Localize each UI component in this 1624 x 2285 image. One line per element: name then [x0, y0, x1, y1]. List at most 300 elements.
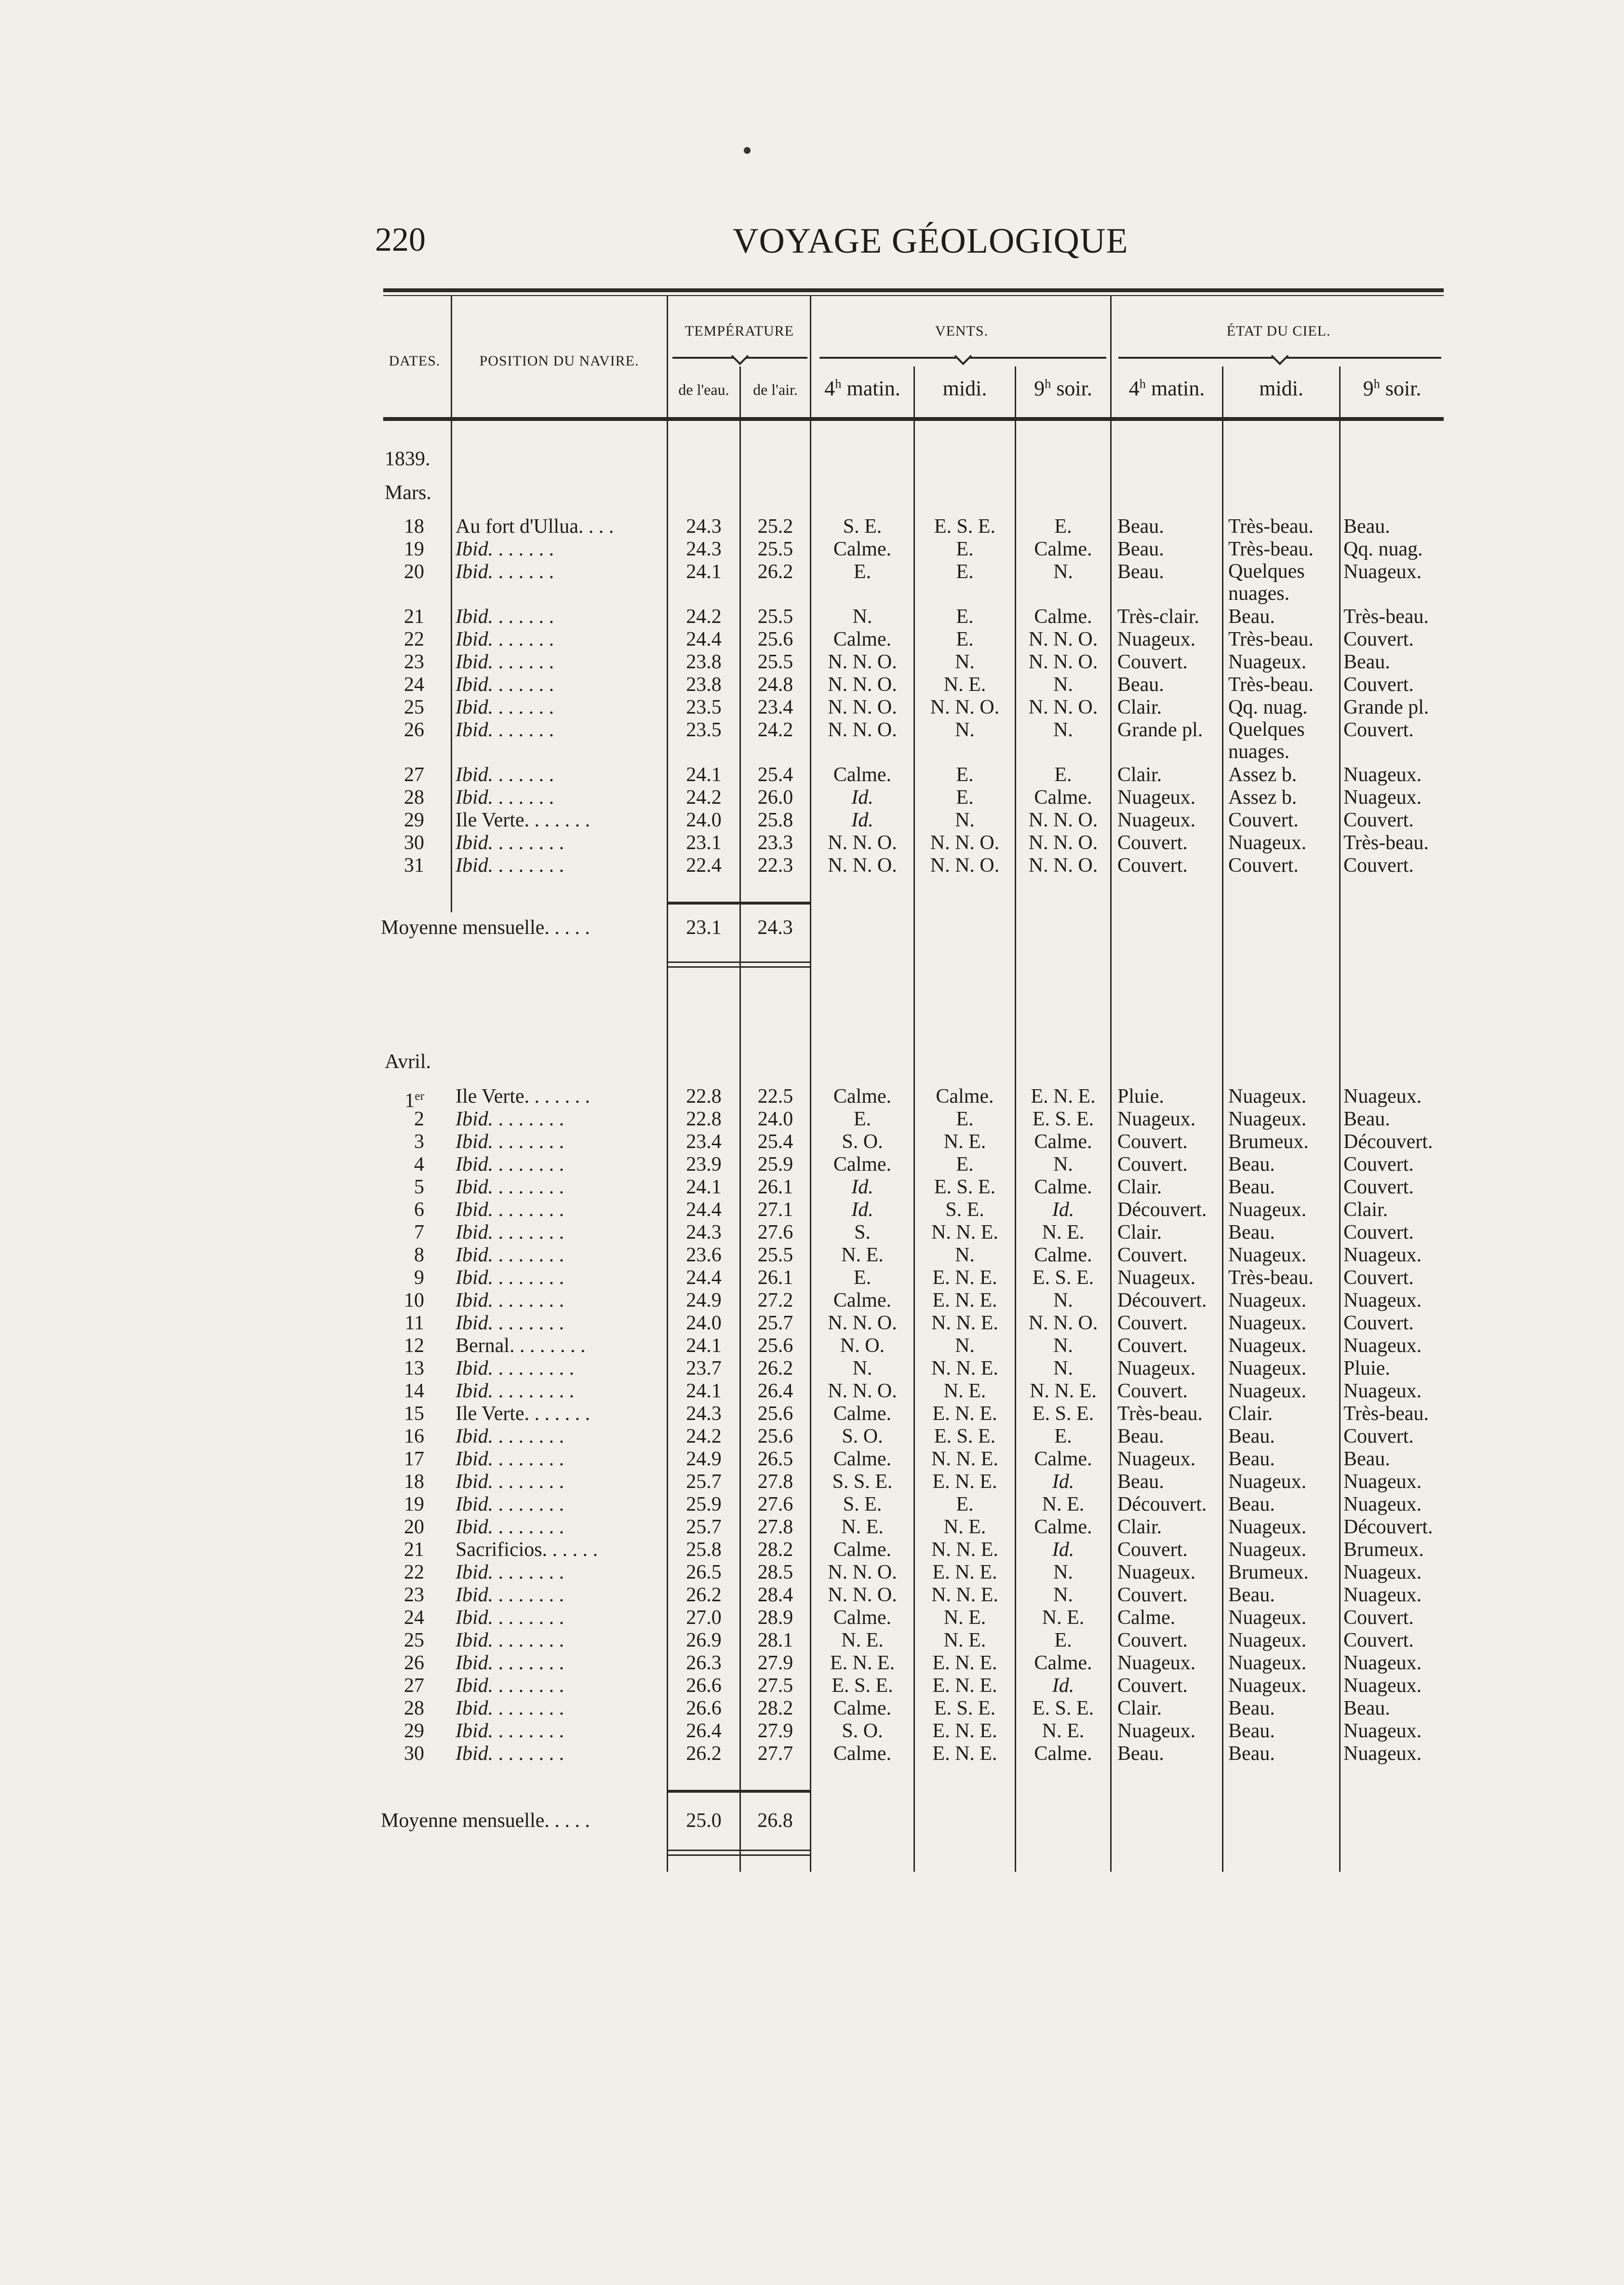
avril-row-11-t2: 25.6 [757, 1335, 793, 1357]
avril-row-28-p: Ibid. . . . . . . . [456, 1720, 564, 1742]
avril-row-7-c2: Nuageux. [1228, 1244, 1307, 1266]
mars-row-13-v2: N. N. O. [930, 854, 1000, 877]
mars-row-0-d: 18 [404, 515, 424, 538]
avril-row-17-c1: Beau. [1117, 1471, 1164, 1493]
col-line-dates [451, 295, 452, 912]
avril-row-9-c1: Découvert. [1117, 1289, 1207, 1312]
avril-row-8-t2: 26.1 [757, 1267, 793, 1289]
avril-row-21-c3: Nuageux. [1343, 1561, 1422, 1583]
avril-mean-label: Moyenne mensuelle. . . . . [381, 1810, 590, 1832]
mars-row-8-c1: Grande pl. [1117, 719, 1203, 741]
avril-row-23-c2: Nuageux. [1228, 1607, 1307, 1629]
mars-row-0-p: Au fort d'Ullua. . . . [456, 515, 614, 538]
avril-row-23-v3: N. E. [1042, 1607, 1085, 1629]
avril-row-16-t2: 26.5 [757, 1448, 793, 1470]
mars-row-4-d: 22 [404, 628, 424, 650]
mars-row-3-v3: Calme. [1034, 606, 1092, 628]
avril-row-1-c3: Beau. [1343, 1108, 1390, 1130]
mars-row-13-c3: Couvert. [1343, 854, 1414, 877]
avril-row-22-c2: Beau. [1228, 1584, 1275, 1606]
avril-row-18-c3: Nuageux. [1343, 1493, 1422, 1515]
avril-row-4-c1: Clair. [1117, 1176, 1162, 1198]
avril-row-0-c1: Pluie. [1117, 1085, 1164, 1108]
avril-row-7-v3: Calme. [1034, 1244, 1092, 1266]
avril-row-14-p: Ile Verte. . . . . . . [456, 1403, 591, 1425]
month-mars: Mars. [385, 482, 431, 504]
mars-row-7-t1: 23.5 [686, 696, 722, 718]
mars-row-3-t2: 25.5 [757, 606, 793, 628]
avril-row-3-v3: N. [1053, 1153, 1073, 1176]
avril-row-0-v3: E. N. E. [1031, 1085, 1096, 1108]
avril-row-10-t2: 25.7 [757, 1312, 793, 1334]
avril-row-11-c1: Couvert. [1117, 1335, 1188, 1357]
avril-row-20-t1: 25.8 [686, 1539, 722, 1561]
avril-mean-water: 25.0 [686, 1810, 722, 1832]
mars-row-13-t1: 22.4 [686, 854, 722, 877]
mars-row-2-t1: 24.1 [686, 561, 722, 583]
avril-row-9-t1: 24.9 [686, 1289, 722, 1312]
avril-row-7-p: Ibid. . . . . . . . [456, 1244, 564, 1266]
mars-row-8-t2: 24.2 [757, 719, 793, 741]
avril-row-5-v1: Id. [851, 1199, 873, 1221]
mars-row-4-c3: Couvert. [1343, 628, 1414, 650]
avril-row-28-c1: Nuageux. [1117, 1720, 1196, 1742]
avril-row-12-c2: Nuageux. [1228, 1357, 1307, 1379]
avril-row-26-t2: 27.5 [757, 1675, 793, 1697]
avril-row-26-v2: E. N. E. [932, 1675, 997, 1697]
mars-row-10-d: 28 [404, 786, 424, 809]
mars-row-8-p: Ibid. . . . . . . [456, 719, 554, 741]
mars-row-8-v1: N. N. O. [828, 719, 897, 741]
avril-row-28-t1: 26.4 [686, 1720, 722, 1742]
header-position: POSITION DU NAVIRE. [479, 353, 639, 369]
avril-row-29-v3: Calme. [1034, 1743, 1092, 1765]
avril-row-20-v3: Id. [1052, 1539, 1074, 1561]
avril-row-17-v1: S. S. E. [832, 1471, 893, 1493]
avril-row-27-t1: 26.6 [686, 1697, 722, 1719]
avril-row-26-v1: E. S. E. [832, 1675, 893, 1697]
mars-row-2-c2: Quelques nuages. [1228, 560, 1305, 605]
mars-row-10-c1: Nuageux. [1117, 786, 1196, 809]
avril-row-16-v1: Calme. [833, 1448, 892, 1470]
mars-row-2-c1: Beau. [1117, 561, 1164, 583]
mars-row-8-c2: Quelques nuages. [1228, 718, 1305, 763]
mars-row-6-t1: 23.8 [686, 674, 722, 696]
avril-row-22-t1: 26.2 [686, 1584, 722, 1606]
avril-row-10-c3: Couvert. [1343, 1312, 1414, 1334]
mars-row-11-t1: 24.0 [686, 809, 722, 831]
avril-row-22-v2: N. N. E. [931, 1584, 998, 1606]
avril-row-0-c2: Nuageux. [1228, 1085, 1307, 1108]
mars-row-11-t2: 25.8 [757, 809, 793, 831]
avril-row-17-d: 18 [404, 1471, 424, 1493]
avril-row-1-c1: Nuageux. [1117, 1108, 1196, 1130]
avril-row-2-c1: Couvert. [1117, 1131, 1188, 1153]
avril-row-5-v3: Id. [1052, 1199, 1074, 1221]
avril-row-2-v2: N. E. [943, 1131, 986, 1153]
avril-row-21-v1: N. N. O. [828, 1561, 897, 1583]
avril-row-1-t1: 22.8 [686, 1108, 722, 1130]
mars-row-10-c2: Assez b. [1228, 786, 1297, 809]
avril-row-9-c2: Nuageux. [1228, 1289, 1307, 1312]
avril-row-29-v2: E. N. E. [932, 1743, 997, 1765]
mars-row-12-d: 30 [404, 832, 424, 854]
avril-row-17-v3: Id. [1052, 1471, 1074, 1493]
mars-row-0-v2: E. S. E. [934, 515, 996, 538]
col-line-ciel1 [1222, 366, 1223, 1872]
avril-row-25-v2: E. N. E. [932, 1652, 997, 1674]
avril-row-5-c2: Nuageux. [1228, 1199, 1307, 1221]
avril-row-22-p: Ibid. . . . . . . . [456, 1584, 564, 1606]
avril-row-18-c2: Beau. [1228, 1493, 1275, 1515]
avril-row-6-d: 7 [414, 1221, 424, 1244]
avril-row-4-c2: Beau. [1228, 1176, 1275, 1198]
avril-row-9-v2: E. N. E. [932, 1289, 997, 1312]
avril-row-12-t1: 23.7 [686, 1357, 722, 1379]
avril-row-25-d: 26 [404, 1652, 424, 1674]
avril-row-17-t1: 25.7 [686, 1471, 722, 1493]
mars-row-7-v3: N. N. O. [1028, 696, 1098, 718]
avril-row-21-v2: E. N. E. [932, 1561, 997, 1583]
avril-row-16-c2: Beau. [1228, 1448, 1275, 1470]
avril-row-17-t2: 27.8 [757, 1471, 793, 1493]
mars-row-4-t1: 24.4 [686, 628, 722, 650]
mars-row-7-d: 25 [404, 696, 424, 718]
mars-row-1-c1: Beau. [1117, 538, 1164, 560]
avril-row-21-c2: Brumeux. [1228, 1561, 1309, 1583]
avril-row-13-c1: Couvert. [1117, 1380, 1188, 1402]
year-label: 1839. [385, 448, 430, 470]
avril-row-19-v3: Calme. [1034, 1516, 1092, 1538]
avril-row-25-t1: 26.3 [686, 1652, 722, 1674]
avril-row-13-v3: N. N. E. [1030, 1380, 1097, 1402]
avril-row-29-v1: Calme. [833, 1743, 892, 1765]
mars-row-3-v1: N. [852, 606, 872, 628]
avril-row-10-p: Ibid. . . . . . . . [456, 1312, 564, 1334]
avril-row-8-t1: 24.4 [686, 1267, 722, 1289]
mars-row-4-c1: Nuageux. [1117, 628, 1196, 650]
mars-row-3-t1: 24.2 [686, 606, 722, 628]
mars-row-8-v3: N. [1053, 719, 1073, 741]
avril-row-0-t2: 22.5 [757, 1085, 793, 1108]
avril-mean-air: 26.8 [757, 1810, 793, 1832]
mars-row-13-p: Ibid. . . . . . . . [456, 854, 564, 877]
avril-row-27-v1: Calme. [833, 1697, 892, 1719]
avril-row-2-v3: Calme. [1034, 1131, 1092, 1153]
avril-row-2-p: Ibid. . . . . . . . [456, 1131, 564, 1153]
avril-row-3-c3: Couvert. [1343, 1153, 1414, 1176]
mars-row-1-t2: 25.5 [757, 538, 793, 560]
mars-row-9-v1: Calme. [833, 764, 892, 786]
mars-row-5-v3: N. N. O. [1028, 651, 1098, 673]
mars-row-13-c2: Couvert. [1228, 854, 1299, 877]
avril-row-18-d: 19 [404, 1493, 424, 1515]
avril-row-4-d: 5 [414, 1176, 424, 1198]
avril-row-0-c3: Nuageux. [1343, 1085, 1422, 1108]
avril-row-6-c3: Couvert. [1343, 1221, 1414, 1244]
mars-row-12-v2: N. N. O. [930, 832, 1000, 854]
mars-row-12-c3: Très-beau. [1343, 832, 1429, 854]
avril-row-24-v3: E. [1054, 1629, 1072, 1651]
avril-row-26-c2: Nuageux. [1228, 1675, 1307, 1697]
mars-row-1-t1: 24.3 [686, 538, 722, 560]
vents-brace [819, 357, 1106, 378]
mars-row-6-t2: 24.8 [757, 674, 793, 696]
mars-row-5-p: Ibid. . . . . . . [456, 651, 554, 673]
avril-row-18-v1: S. E. [843, 1493, 882, 1515]
avril-row-27-v2: E. S. E. [934, 1697, 996, 1719]
avril-row-1-p: Ibid. . . . . . . . [456, 1108, 564, 1130]
avril-row-27-c1: Clair. [1117, 1697, 1162, 1719]
avril-row-4-t1: 24.1 [686, 1176, 722, 1198]
header-ciel-midi: midi. [1259, 377, 1303, 400]
avril-row-20-c1: Couvert. [1117, 1539, 1188, 1561]
avril-row-20-v1: Calme. [833, 1539, 892, 1561]
mars-row-11-v3: N. N. O. [1028, 809, 1098, 831]
top-rule-thin [383, 295, 1444, 296]
avril-row-3-c1: Couvert. [1117, 1153, 1188, 1176]
avril-row-9-c3: Nuageux. [1343, 1289, 1422, 1312]
mars-row-0-c2: Très-beau. [1228, 515, 1314, 538]
mars-row-7-v1: N. N. O. [828, 696, 897, 718]
avril-row-18-t1: 25.9 [686, 1493, 722, 1515]
avril-row-17-c3: Nuageux. [1343, 1471, 1422, 1493]
header-vent-midi: midi. [942, 377, 987, 400]
avril-row-14-v1: Calme. [833, 1403, 892, 1425]
avril-row-26-d: 27 [404, 1675, 424, 1697]
avril-row-2-d: 3 [414, 1131, 424, 1153]
avril-row-28-d: 29 [404, 1720, 424, 1742]
header-temp-air: de l'air. [753, 381, 798, 398]
avril-row-21-v3: N. [1053, 1561, 1073, 1583]
mars-row-10-t1: 24.2 [686, 786, 722, 809]
avril-row-13-c2: Nuageux. [1228, 1380, 1307, 1402]
avril-row-4-c3: Couvert. [1343, 1176, 1414, 1198]
avril-row-17-c2: Nuageux. [1228, 1471, 1307, 1493]
avril-row-27-v3: E. S. E. [1032, 1697, 1094, 1719]
avril-row-16-p: Ibid. . . . . . . . [456, 1448, 564, 1470]
avril-row-4-v3: Calme. [1034, 1176, 1092, 1198]
mars-row-13-c1: Couvert. [1117, 854, 1188, 877]
mars-row-9-v2: E. [956, 764, 974, 786]
mars-row-6-c2: Très-beau. [1228, 674, 1314, 696]
avril-row-9-d: 10 [404, 1289, 424, 1312]
mars-row-6-d: 24 [404, 674, 424, 696]
mars-row-6-p: Ibid. . . . . . . [456, 674, 554, 696]
avril-row-14-c2: Clair. [1228, 1403, 1273, 1425]
avril-row-5-c1: Découvert. [1117, 1199, 1207, 1221]
mars-row-6-v3: N. [1053, 674, 1073, 696]
mars-row-6-v2: N. E. [943, 674, 986, 696]
header-vents: VENTS. [935, 323, 989, 339]
col-line-ciel2 [1339, 366, 1341, 1872]
avril-row-13-t1: 24.1 [686, 1380, 722, 1402]
avril-row-13-v1: N. N. O. [828, 1380, 897, 1402]
avril-row-9-t2: 27.2 [757, 1289, 793, 1312]
mars-row-6-v1: N. N. O. [828, 674, 897, 696]
avril-row-14-t1: 24.3 [686, 1403, 722, 1425]
avril-row-28-v2: E. N. E. [932, 1720, 997, 1742]
avril-row-8-c1: Nuageux. [1117, 1267, 1196, 1289]
avril-row-19-t1: 25.7 [686, 1516, 722, 1538]
avril-row-24-d: 25 [404, 1629, 424, 1651]
avril-row-25-p: Ibid. . . . . . . . [456, 1652, 564, 1674]
avril-row-26-c1: Couvert. [1117, 1675, 1188, 1697]
avril-row-19-v2: N. E. [943, 1516, 986, 1538]
mars-row-9-c1: Clair. [1117, 764, 1162, 786]
top-rule [383, 288, 1444, 292]
avril-row-27-t2: 28.2 [757, 1697, 793, 1719]
avril-row-6-t2: 27.6 [757, 1221, 793, 1244]
avril-row-3-v2: E. [956, 1153, 974, 1176]
avril-row-15-t2: 25.6 [757, 1425, 793, 1447]
avril-row-18-t2: 27.6 [757, 1493, 793, 1515]
avril-row-14-c1: Très-beau. [1117, 1403, 1203, 1425]
mars-row-5-v2: N. [955, 651, 975, 673]
avril-mean-rule-top [668, 1790, 810, 1793]
avril-row-20-d: 21 [404, 1539, 424, 1561]
avril-row-17-v2: E. N. E. [932, 1471, 997, 1493]
avril-row-12-c3: Pluie. [1343, 1357, 1390, 1379]
avril-row-23-t2: 28.9 [757, 1607, 793, 1629]
avril-row-13-v2: N. E. [943, 1380, 986, 1402]
mars-row-5-c3: Beau. [1343, 651, 1390, 673]
mars-row-11-c2: Couvert. [1228, 809, 1299, 831]
avril-row-24-v2: N. E. [943, 1629, 986, 1651]
avril-row-0-v1: Calme. [833, 1085, 892, 1108]
avril-row-10-v2: N. N. E. [931, 1312, 998, 1334]
avril-row-26-c3: Nuageux. [1343, 1675, 1422, 1697]
avril-row-24-t2: 28.1 [757, 1629, 793, 1651]
mars-row-10-v2: E. [956, 786, 974, 809]
avril-row-24-t1: 26.9 [686, 1629, 722, 1651]
avril-row-12-v3: N. [1053, 1357, 1073, 1379]
avril-row-25-c2: Nuageux. [1228, 1652, 1307, 1674]
avril-row-7-v1: N. E. [841, 1244, 884, 1266]
mars-row-0-t2: 25.2 [757, 515, 793, 538]
mars-row-9-t2: 25.4 [757, 764, 793, 786]
avril-row-1-c2: Nuageux. [1228, 1108, 1307, 1130]
avril-row-26-t1: 26.6 [686, 1675, 722, 1697]
mars-row-7-p: Ibid. . . . . . . [456, 696, 554, 718]
mars-row-11-c1: Nuageux. [1117, 809, 1196, 831]
avril-row-25-v3: Calme. [1034, 1652, 1092, 1674]
avril-row-10-t1: 24.0 [686, 1312, 722, 1334]
avril-row-21-t1: 26.5 [686, 1561, 722, 1583]
avril-row-1-t2: 24.0 [757, 1108, 793, 1130]
avril-row-9-p: Ibid. . . . . . . . [456, 1289, 564, 1312]
mars-row-3-c2: Beau. [1228, 606, 1275, 628]
mars-row-7-v2: N. N. O. [930, 696, 1000, 718]
mars-row-8-v2: N. [955, 719, 975, 741]
mars-row-0-c1: Beau. [1117, 515, 1164, 538]
avril-row-20-v2: N. N. E. [931, 1539, 998, 1561]
avril-row-3-d: 4 [414, 1153, 424, 1176]
avril-row-29-d: 30 [404, 1743, 424, 1765]
mars-row-12-v3: N. N. O. [1028, 832, 1098, 854]
avril-row-12-v1: N. [852, 1357, 872, 1379]
avril-row-15-c2: Beau. [1228, 1425, 1275, 1447]
mars-row-13-v3: N. N. O. [1028, 854, 1098, 877]
avril-row-24-c2: Nuageux. [1228, 1629, 1307, 1651]
avril-row-11-c3: Nuageux. [1343, 1335, 1422, 1357]
avril-row-1-v3: E. S. E. [1032, 1108, 1094, 1130]
mars-row-5-t1: 23.8 [686, 651, 722, 673]
avril-row-25-v1: E. N. E. [830, 1652, 895, 1674]
avril-row-4-t2: 26.1 [757, 1176, 793, 1198]
avril-row-3-c2: Beau. [1228, 1153, 1275, 1176]
avril-row-12-t2: 26.2 [757, 1357, 793, 1379]
avril-row-14-v3: E. S. E. [1032, 1403, 1094, 1425]
avril-row-14-t2: 25.6 [757, 1403, 793, 1425]
mars-row-7-c1: Clair. [1117, 696, 1162, 718]
mars-mean-water: 23.1 [686, 917, 722, 939]
avril-row-11-t1: 24.1 [686, 1335, 722, 1357]
mars-row-1-v2: E. [956, 538, 974, 560]
avril-row-19-c1: Clair. [1117, 1516, 1162, 1538]
header-temperature: TEMPÉRATURE [684, 323, 794, 339]
mars-mean-rule-top [668, 902, 810, 905]
mars-row-0-v1: S. E. [843, 515, 882, 538]
avril-row-9-v3: N. [1053, 1289, 1073, 1312]
mars-row-9-v3: E. [1054, 764, 1072, 786]
mars-row-1-v1: Calme. [833, 538, 892, 560]
avril-row-5-d: 6 [414, 1199, 424, 1221]
avril-row-28-c2: Beau. [1228, 1720, 1275, 1742]
avril-row-15-d: 16 [404, 1425, 424, 1447]
avril-row-21-p: Ibid. . . . . . . . [456, 1561, 564, 1583]
avril-row-20-c3: Brumeux. [1343, 1539, 1424, 1561]
avril-row-28-v3: N. E. [1042, 1720, 1085, 1742]
mars-row-0-v3: E. [1054, 515, 1072, 538]
avril-row-29-t2: 27.7 [757, 1743, 793, 1765]
mars-row-5-t2: 25.5 [757, 651, 793, 673]
avril-row-25-t2: 27.9 [757, 1652, 793, 1674]
avril-row-8-p: Ibid. . . . . . . . [456, 1267, 564, 1289]
mars-row-12-c1: Couvert. [1117, 832, 1188, 854]
avril-row-26-v3: Id. [1052, 1675, 1074, 1697]
avril-row-15-t1: 24.2 [686, 1425, 722, 1447]
avril-row-8-c2: Très-beau. [1228, 1267, 1314, 1289]
avril-row-29-c1: Beau. [1117, 1743, 1164, 1765]
header-etat-ciel: ÉTAT DU CIEL. [1226, 323, 1331, 339]
header-ciel-9h: 9$^h$ soir. [1363, 376, 1422, 400]
mars-row-5-c2: Nuageux. [1228, 651, 1307, 673]
avril-row-19-t2: 27.8 [757, 1516, 793, 1538]
avril-row-8-c3: Couvert. [1343, 1267, 1414, 1289]
avril-row-7-t1: 23.6 [686, 1244, 722, 1266]
mars-row-7-t2: 23.4 [757, 696, 793, 718]
avril-row-20-t2: 28.2 [757, 1539, 793, 1561]
avril-row-22-v1: N. N. O. [828, 1584, 897, 1606]
mars-row-4-v2: E. [956, 628, 974, 650]
header-vent-4h: 4$^h$ matin. [824, 376, 900, 400]
page-title: VOYAGE GÉOLOGIQUE [733, 221, 1128, 261]
avril-row-26-p: Ibid. . . . . . . . [456, 1675, 564, 1697]
mars-row-4-v1: Calme. [833, 628, 892, 650]
avril-row-27-d: 28 [404, 1697, 424, 1719]
mars-row-2-v2: E. [956, 561, 974, 583]
avril-row-29-t1: 26.2 [686, 1743, 722, 1765]
avril-row-6-v1: S. [854, 1221, 871, 1244]
avril-row-14-v2: E. N. E. [932, 1403, 997, 1425]
mars-row-13-v1: N. N. O. [828, 854, 897, 877]
avril-row-27-p: Ibid. . . . . . . . [456, 1697, 564, 1719]
printer-mark [744, 147, 751, 154]
mars-row-10-v3: Calme. [1034, 786, 1092, 809]
mars-row-9-p: Ibid. . . . . . . [456, 764, 554, 786]
avril-row-18-v3: N. E. [1042, 1493, 1085, 1515]
